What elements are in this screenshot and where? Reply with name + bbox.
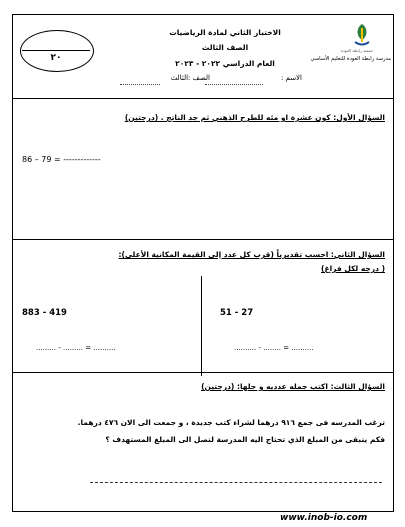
score-value: ٢٠ — [50, 53, 62, 63]
question-2-points: ( درجه لكل فراغ) — [321, 264, 385, 273]
question-2-title: السؤال الثاني: احسب تقديرياً (قرب كل عدد إلى القيمة المكانية الأعلى): — [118, 250, 385, 259]
q1-separator — [12, 239, 394, 240]
school-logo-icon — [350, 22, 374, 48]
student-name-line[interactable] — [205, 84, 263, 85]
question-2-right-expression: 51 - 27 — [220, 308, 254, 318]
student-class-label: الصف :الثالث — [170, 74, 210, 82]
logo-caption: جمعية رابطة العودة — [340, 48, 374, 53]
score-oval — [20, 30, 94, 72]
student-name-label: الاسم : — [280, 74, 302, 82]
watermark-url: www.inob-io.com — [280, 513, 368, 523]
question-2-left-expression: 883 - 419 — [22, 308, 67, 318]
score-oval-divider — [22, 50, 90, 51]
question-2-right-blanks[interactable]: .......... - ........ = .......... — [234, 344, 314, 352]
question-1-expression: 86 – 79 = ------------- — [22, 155, 101, 164]
grade-title: الصف الثالث — [201, 43, 249, 52]
question-3-title: السؤال الثالث: اكتب جمله عدديه و حلها: (درجتين) — [201, 382, 385, 391]
question-3-line-1: ترغب المدرسه فى جمع ٩١٦ درهما لشراء كتب جديدة ، و جمعت الى الان ٤٧٦ درهما. — [77, 418, 385, 427]
q2-separator — [12, 372, 394, 373]
student-class-line[interactable] — [120, 84, 160, 85]
school-name: مدرسة رابطة العودة للتعليم الأساسي — [310, 56, 391, 62]
question-3-answer-line[interactable] — [90, 482, 382, 483]
exam-title: الاختبار الثاني لمادة الرياضيات — [169, 28, 281, 37]
question-3-line-2: فكم يتبقى من المبلغ الذي تحتاج اليه المدرسة لتصل الى المبلغ المستهدف ؟ — [105, 435, 385, 444]
header-separator — [12, 98, 394, 99]
q2-column-divider — [201, 276, 202, 376]
academic-year: العام الدراسي ٢٠٢٢ - ٢٠٢٣ — [175, 59, 275, 68]
question-2-left-blanks[interactable]: ......... - ......... = .......... — [36, 344, 116, 352]
question-1-title: السؤال الأول: كون عشرة او مئه للطرح الذهني ثم جد الناتج . (درجتين) — [124, 113, 385, 122]
